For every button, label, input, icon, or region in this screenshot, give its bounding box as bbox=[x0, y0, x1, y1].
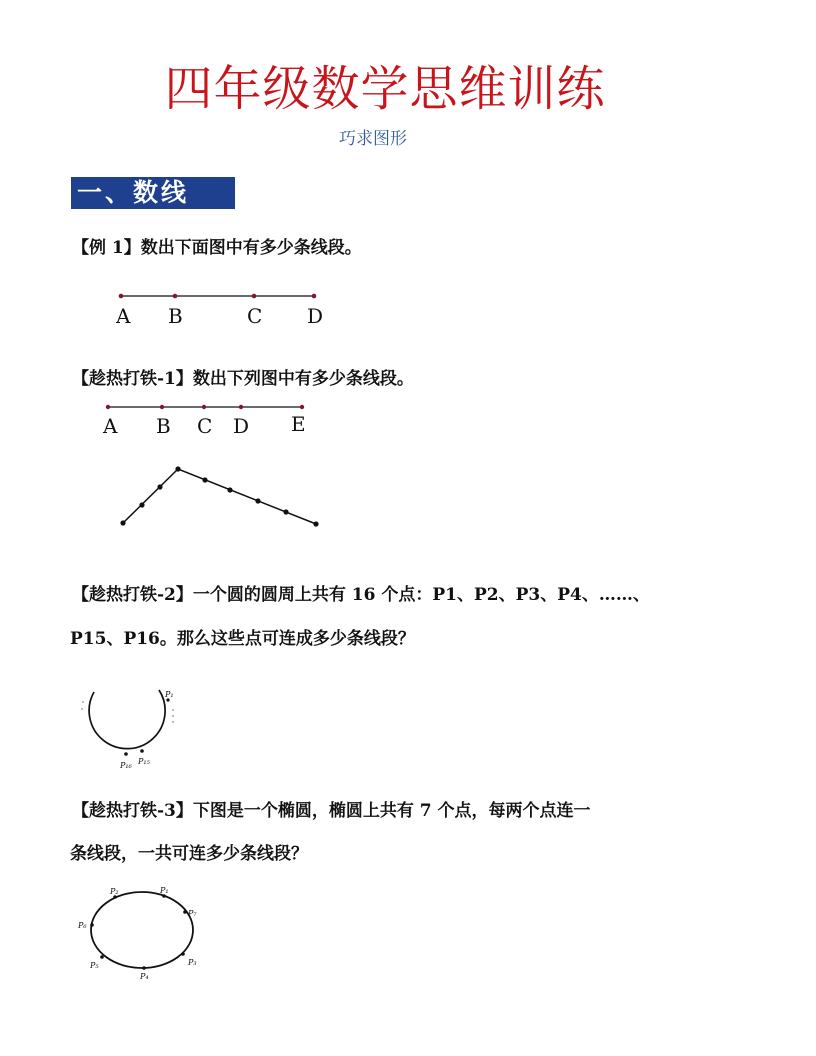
label-p16: P₁₆ bbox=[120, 761, 132, 770]
segment-figure-abcd bbox=[100, 285, 340, 330]
label-p7: P₇ bbox=[188, 909, 197, 918]
point-a bbox=[106, 405, 110, 409]
point bbox=[255, 498, 260, 503]
practice-3-question-line2: 条线段，一共可连多少条线段？ bbox=[70, 844, 308, 864]
point-p3 bbox=[181, 952, 185, 956]
segment-figure-abcde bbox=[96, 398, 316, 440]
label-p5: P₅ bbox=[90, 961, 99, 970]
practice-1-question: 【趁热打铁-1】数出下列图中有多少条线段。 bbox=[72, 369, 414, 389]
ellipse-figure bbox=[72, 882, 212, 982]
dot bbox=[82, 701, 83, 702]
label-a: A bbox=[103, 414, 118, 438]
label-p2: P₂ bbox=[110, 887, 119, 896]
point-e bbox=[300, 405, 304, 409]
dot bbox=[172, 715, 173, 716]
label-p4: P₄ bbox=[140, 972, 149, 981]
point-d bbox=[239, 405, 243, 409]
point bbox=[283, 509, 288, 514]
label-p6: P₆ bbox=[78, 921, 87, 930]
label-c: C bbox=[197, 414, 213, 438]
point-a bbox=[119, 294, 124, 299]
label-p1: P₁ bbox=[160, 886, 169, 895]
circle-arc bbox=[89, 690, 165, 749]
point-p16 bbox=[124, 752, 128, 756]
point-b bbox=[173, 294, 178, 299]
point-p15 bbox=[140, 749, 144, 753]
point-b bbox=[160, 405, 164, 409]
point bbox=[175, 466, 180, 471]
label-a: A bbox=[116, 304, 131, 328]
point-p5 bbox=[100, 955, 104, 959]
point bbox=[157, 484, 162, 489]
point bbox=[202, 477, 207, 482]
label-b: B bbox=[168, 304, 183, 328]
label-d: D bbox=[307, 304, 324, 328]
label-p1: P₁ bbox=[165, 690, 174, 699]
label-d: D bbox=[233, 414, 250, 438]
point-d bbox=[312, 294, 317, 299]
broken-line bbox=[123, 469, 316, 524]
dot bbox=[81, 708, 82, 709]
label-p3: P₃ bbox=[188, 958, 197, 967]
point-p4 bbox=[142, 966, 146, 970]
example-1-question: 【例 1】数出下面图中有多少条线段。 bbox=[72, 238, 362, 258]
point bbox=[120, 520, 125, 525]
point-p7 bbox=[183, 910, 187, 914]
section-header: 一、数线 bbox=[71, 177, 235, 209]
dot bbox=[172, 709, 173, 710]
page-title: 四年级数学思维训练 bbox=[164, 61, 606, 117]
label-p15: P₁₅ bbox=[138, 757, 150, 766]
practice-3-question-line1: 【趁热打铁-3】下图是一个椭圆，椭圆上共有 7 个点，每两个点连一 bbox=[72, 801, 591, 821]
circle-figure bbox=[75, 682, 185, 774]
point-c bbox=[202, 405, 206, 409]
practice-2-question-line1: 【趁热打铁-2】一个圆的圆周上共有 16 个点：P1、P2、P3、P4、……、 bbox=[72, 585, 650, 605]
point bbox=[313, 521, 318, 526]
point-p6 bbox=[90, 923, 94, 927]
page-subtitle: 巧求图形 bbox=[339, 129, 407, 149]
dot bbox=[172, 721, 173, 722]
label-c: C bbox=[247, 304, 263, 328]
practice-2-question-line2: P15、P16。那么这些点可连成多少条线段？ bbox=[70, 629, 415, 649]
label-e: E bbox=[291, 412, 306, 436]
point bbox=[139, 502, 144, 507]
label-b: B bbox=[156, 414, 171, 438]
point-c bbox=[252, 294, 257, 299]
point bbox=[227, 487, 232, 492]
ellipse bbox=[91, 892, 193, 968]
broken-line-figure bbox=[115, 462, 325, 532]
